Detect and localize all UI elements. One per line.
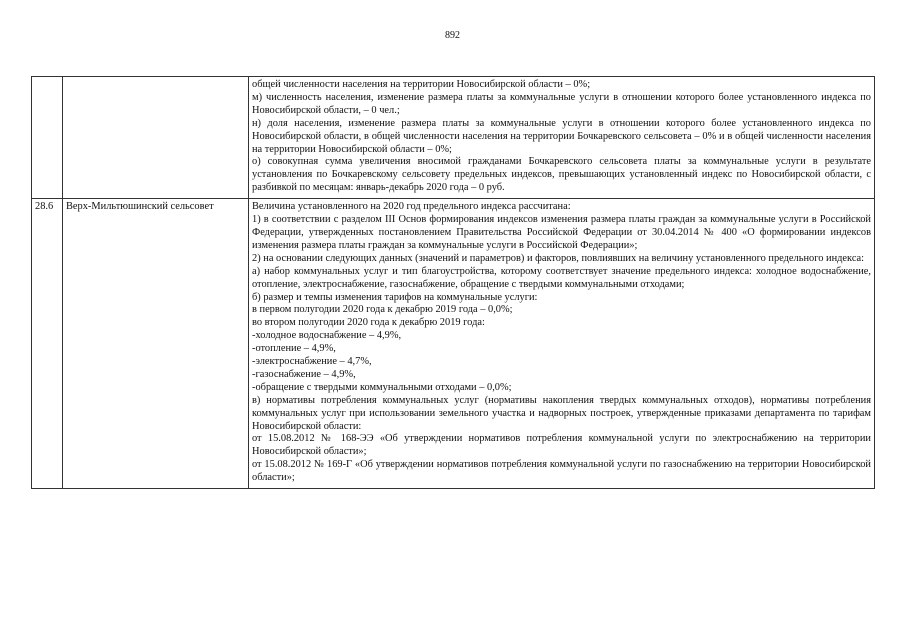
paragraph: м) численность населения, изменение размера платы за коммунальные услуги в отношении которого более установленного индекса по Новосибирской области, – 0 чел.;: [252, 91, 871, 116]
paragraph: от 15.08.2012 № 168-ЭЭ «Об утверждении нормативов потребления коммунальной услуги по электроснабжению на территории Новосибирской области»;: [252, 433, 871, 458]
row-number-cell: 28.6: [32, 199, 63, 489]
paragraph: в первом полугодии 2020 года к декабрю 2019 года – 0,0%;: [252, 304, 513, 316]
paragraph: во втором полугодии 2020 года к декабрю 2019 года:: [252, 317, 485, 329]
table-row: [32, 199, 875, 489]
paragraph: б) размер и темпы изменения тарифов на коммунальные услуги:: [252, 291, 538, 303]
table-row: [32, 77, 875, 199]
municipality-name-cell: Верх-Мильтюшинский сельсовет: [63, 199, 249, 489]
paragraph: Величина установленного на 2020 год предельного индекса рассчитана:: [252, 201, 571, 213]
paragraph: общей численности населения на территории Новосибирской области – 0%;: [252, 79, 591, 90]
paragraph: о) совокупная сумма увеличения вносимой гражданами Бочкаревского сельсовета платы за коммунальные услуги в результате установления по Бочкаревскому сельсовету предельных индексов, превышающих установленный индекс по Новосибирской области, с разбивкой по месяцам: январь-декабрь 2020 года – 0 руб.: [252, 156, 871, 194]
paragraph: -обращение с твердыми коммунальными отходами – 0,0%;: [252, 381, 512, 393]
description-cell: [249, 199, 875, 489]
paragraph: а) набор коммунальных услуг и тип благоустройства, которому соответствует значение предельного индекса: холодное водоснабжение, отопление, электроснабжение, газоснабжение, обращение с твердыми коммунальными отходами;: [252, 265, 871, 290]
index-table: [31, 76, 875, 489]
paragraph: 1) в соответствии с разделом III Основ формирования индексов изменения размера платы граждан за коммунальные услуги в Российской Федерации, утвержденных постановлением Правительства Российской Федерации от 30.04.2014 № 400 «О формировании индексов изменения размера платы граждан за коммунальные услуги в Российской Федерации»;: [252, 214, 871, 251]
paragraph: н) доля населения, изменение размера платы за коммунальные услуги в отношении которого более установленного индекса по Новосибирской области, в общей численности населения на территории Бочкаревского сельсовета – 0% и в общей численности населения на территории Новосибирской области – 0%;: [252, 117, 871, 155]
paragraph: от 15.08.2012 № 169-Г «Об утверждении нормативов потребления коммунальной услуги по газоснабжению на территории Новосибирской области»;: [252, 459, 871, 484]
paragraph: в) нормативы потребления коммунальных услуг (нормативы накопления твердых коммунальных отходов), нормативы потребления коммунальных услуг при использовании земельного участка и надворных построек, утвержденные приказами департамента по тарифам Новосибирской области:: [252, 394, 871, 432]
page-number: 892: [445, 30, 460, 41]
paragraph: -электроснабжение – 4,7%,: [252, 356, 372, 368]
municipality-name-cell: [63, 77, 249, 199]
paragraph: -холодное водоснабжение – 4,9%,: [252, 330, 402, 342]
row-number-cell: [32, 77, 63, 199]
description-cell: [249, 77, 875, 199]
paragraph: 2) на основании следующих данных (значений и параметров) и факторов, повлиявших на величину установленного предельного индекса:: [252, 252, 865, 264]
paragraph: -отопление – 4,9%,: [252, 343, 336, 355]
paragraph: -газоснабжение – 4,9%,: [252, 368, 356, 380]
